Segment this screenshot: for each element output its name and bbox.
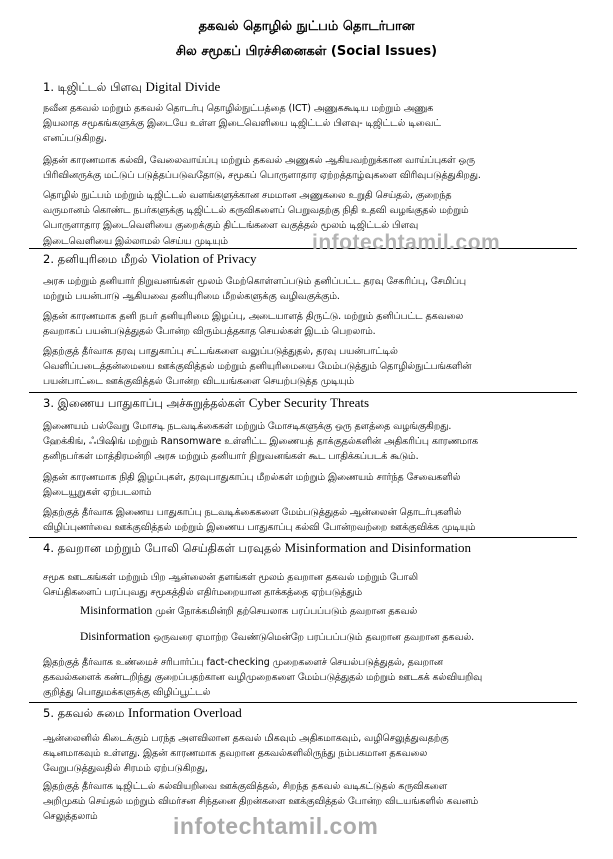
section-heading-english: Digital Divide: [145, 79, 221, 94]
definition-text: முன் நோக்கமின்றி தற்செயலாக பரப்பப்படும் தவறான தகவல்: [155, 606, 418, 617]
text-line: ஆன்லைனில் கிடைக்கும் பரந்த அளவிலான தகவல் மிகவும் அதிகமாகவும், வழிசெலுத்துவதற்கு: [43, 733, 449, 744]
text-line: செய்திகளைப் பரப்புவது சமூகத்தில் எதிர்மறையான தாக்கத்தை ஏற்படுத்தும்: [43, 587, 363, 599]
section-heading-tamil: தகவல் சுமை: [57, 706, 125, 720]
text-line: விழிப்புணர்வை ஊக்குவித்தல் மற்றும் இணைய பாதுகாப்பு கல்வி போன்றவற்றை ஊக்குவிக்க முடியும்: [43, 522, 476, 534]
text-line: இதன் காரணமாக கல்வி, வேலைவாய்ப்பு மற்றும் தகவல் அணுகல் ஆகியவற்றுக்கான வாய்ப்புகள் ஒரு: [43, 155, 475, 166]
section-heading-english: Cyber Security Threats: [248, 395, 370, 410]
text-line: கடினமாகவும் உள்ளது. இதன் காரணமாக தவறான தகவல்களிலிருந்து நம்பகமான தகவலை: [43, 748, 428, 760]
section-2-heading: [43, 252, 257, 266]
paragraph: [43, 101, 577, 147]
text-line: தொழில் நுட்பம் மற்றும் டிஜிட்டல் வளங்களுக்கான சமமான அணுகலை உறுதி செய்தல், குறைந்த: [43, 190, 452, 201]
section-number: 1.: [43, 80, 54, 94]
text-line: பயன்பாட்டை ஊக்குவித்தல் போன்ற விடயங்களை செயற்படுத்த முடியும்: [43, 376, 355, 388]
text-line: இயலாத சமூகங்களுக்கு இடையே உள்ள இடைவெளியை டிஜிட்டல் பிளவு- டிஜிட்டல் டிவைட்: [43, 118, 442, 130]
text-line: செலுத்தலாம்: [43, 811, 98, 823]
text-line: இதற்குத் தீர்வாக இணைய பாதுகாப்பு நடவடிக்கைகளை மேம்படுத்துதல் ஆன்லைன் தொடர்புகளில்: [43, 507, 462, 518]
section-1-heading: [43, 80, 220, 94]
text-line: அரசு மற்றும் தனியார் நிறுவனங்கள் மூலம் மேற்கொள்ளப்படும் தனிப்பட்ட தரவு சேகரிப்பு, சேமிப்பு: [43, 276, 466, 287]
page-title-line-1: தகவல் தொழில் நுட்பம் தொடர்பான: [198, 19, 415, 34]
definition-disinformation: [80, 630, 474, 645]
section-heading-tamil: டிஜிட்டல் பிளவு: [57, 80, 142, 94]
text-line: ஹேக்கிங், ஃபிஷிங் மற்றும் Ransomware உள்ளிட்ட இணையத் தாக்குதல்களின் அதிகரிப்பு காரணமாக: [43, 436, 478, 448]
paragraph: [43, 470, 577, 500]
text-line: இதற்குத் தீர்வாக உண்மைச் சரிபார்ப்பு fact-checking முறைகளைச் செயல்படுத்துதல், தவறான: [43, 657, 444, 668]
section-heading-tamil: இணைய பாதுகாப்பு அச்சுறுத்தல்கள்: [57, 396, 246, 410]
text-line: இடைவெளியை இல்லாமல் செய்ய முடியும்: [43, 235, 228, 247]
text-line: நவீன தகவல் மற்றும் தகவல் தொடர்பு தொழில்நுட்பத்தை (ICT) அணுககூடிய மற்றும் அணுக: [43, 103, 434, 114]
section-divider: [29, 702, 577, 703]
paragraph: [43, 505, 577, 535]
section-5-heading: [43, 706, 242, 720]
text-line: தனிநபர்கள் மாத்திரமன்றி அரசு மற்றும் தனியார் நிறுவனங்கள் கூட பாதிக்கப்படக் கூடும்.: [43, 451, 419, 463]
text-line: வருமானம் கொண்ட நபர்களுக்கு டிஜிட்டல் கருவிகளைப் பெறுவதற்கு நிதி உதவி வழங்குதல் மற்றும்: [43, 205, 469, 217]
section-divider: [29, 392, 577, 393]
paragraph: [43, 153, 577, 183]
paragraph: [43, 419, 577, 465]
section-heading-tamil: தவறான மற்றும் போலி செய்திகள் பரவுதல்: [57, 541, 282, 555]
text-line: இணையம் பல்வேறு மோசடி நடவடிக்கைகள் மற்றும் மோசடிகளுக்கு ஒரு தளத்தை வழங்குகிறது.: [43, 421, 452, 432]
section-number: 5.: [43, 706, 54, 720]
paragraph: [43, 344, 577, 390]
text-line: எனப்படுகிறது.: [43, 133, 107, 145]
text-line: குறித்து பொதுமக்களுக்கு விழிப்பூட்டல்: [43, 687, 211, 699]
section-number: 2.: [43, 252, 54, 266]
definition-term: Disinformation: [80, 631, 151, 643]
paragraph: [43, 570, 577, 600]
text-line: தகவல்களைக் கண்டறிந்து குறைப்பதற்கான வழிமுறைகளை மேம்படுத்துதல் மற்றும் ஊடகக் கல்வியறிவு: [43, 672, 483, 684]
text-line: அறிமுகம் செய்தல் மற்றும் விமர்சன சிந்தனை திறன்களை ஊக்குவித்தல் போன்ற விடயங்களில் கவனம்: [43, 796, 479, 808]
text-line: பிரிவினருக்கு மட்டுப் படுத்தப்படுவதோடு, சமூகப் பொருளாதார ஏற்றத்தாழ்வுகளை விரிவுபடுத்துகிறது.: [43, 170, 481, 182]
paragraph: [43, 309, 577, 339]
definition-text: ஒருவரை ஏமாற்ற வேண்டுமென்றே பரப்பப்படும் தவறான தவறான தகவல்.: [153, 632, 475, 643]
text-line: பொருளாதார இடைவெளியை குறைக்கும் திட்டங்களை வகுத்தல் மூலம் டிஜிட்டல் பிளவு: [43, 220, 419, 232]
text-line: சமூக ஊடகங்கள் மற்றும் பிற ஆன்லைன் தளங்கள் மூலம் தவறான தகவல் மற்றும் போலி: [43, 572, 418, 583]
text-line: இதற்குத் தீர்வாக டிஜிட்டல் கல்வியறிவை ஊக்குவித்தல், சிறந்த தகவல் வடிகட்டுதல் கருவிகளை: [43, 781, 448, 792]
text-line: மற்றும் பயன்பாடு ஆகியவை தனியுரிமை மீறல்களுக்கு வழிவகுக்கும்.: [43, 291, 340, 303]
page-title-line-2: சில சமூகப் பிரச்சினைகள் (Social Issues): [175, 44, 438, 59]
section-heading-tamil: தனியுரிமை மீறல்: [57, 252, 148, 266]
text-line: இதற்குத் தீர்வாக தரவு பாதுகாப்பு சட்டங்களை வலுப்படுத்துதல், தரவு பயன்பாட்டில்: [43, 346, 398, 357]
text-line: வெளிப்படைத்தன்மையை ஊக்குவித்தல் மற்றும் தனியுரிமையை மேம்படுத்தும் தொழில்நுட்பங்களின்: [43, 361, 472, 373]
section-divider: [29, 537, 577, 538]
paragraph: [43, 731, 577, 777]
section-heading-english: Misinformation and Disinformation: [284, 540, 471, 555]
paragraph: [43, 655, 577, 701]
definition-misinformation: [80, 604, 417, 619]
paragraph: [43, 274, 577, 304]
section-3-heading: [43, 396, 369, 410]
section-4-heading: [43, 541, 471, 555]
watermark: infotechtamil.com: [173, 813, 379, 839]
text-line: இதன் காரணமாக தனி நபர் தனியுரிமை இழப்பு, அடையாளத் திருட்டு. மற்றும் தனிப்பட்ட தகவலை: [43, 311, 464, 322]
definition-term: Misinformation: [80, 605, 153, 617]
text-line: வேறுபடுத்துவதில் சிரமம் ஏற்படுகிறது,: [43, 763, 208, 775]
section-number: 4.: [43, 541, 54, 555]
text-line: இதன் காரணமாக நிதி இழப்புகள், தரவுபாதுகாப்பு மீறல்கள் மற்றும் இணையம் சார்ந்த சேவைகளில்: [43, 472, 461, 483]
text-line: தவறாகப் பயன்படுத்துதல் போன்ற விரும்பத்தகாத செயல்கள் இடம் பெறலாம்.: [43, 326, 376, 338]
section-heading-english: Information Overload: [128, 705, 242, 720]
text-line: இடையூறுகள் ஏற்படலாம்: [43, 487, 152, 499]
section-heading-english: Violation of Privacy: [151, 251, 257, 266]
section-number: 3.: [43, 396, 54, 410]
watermark: infotechtamil.com: [312, 231, 501, 254]
